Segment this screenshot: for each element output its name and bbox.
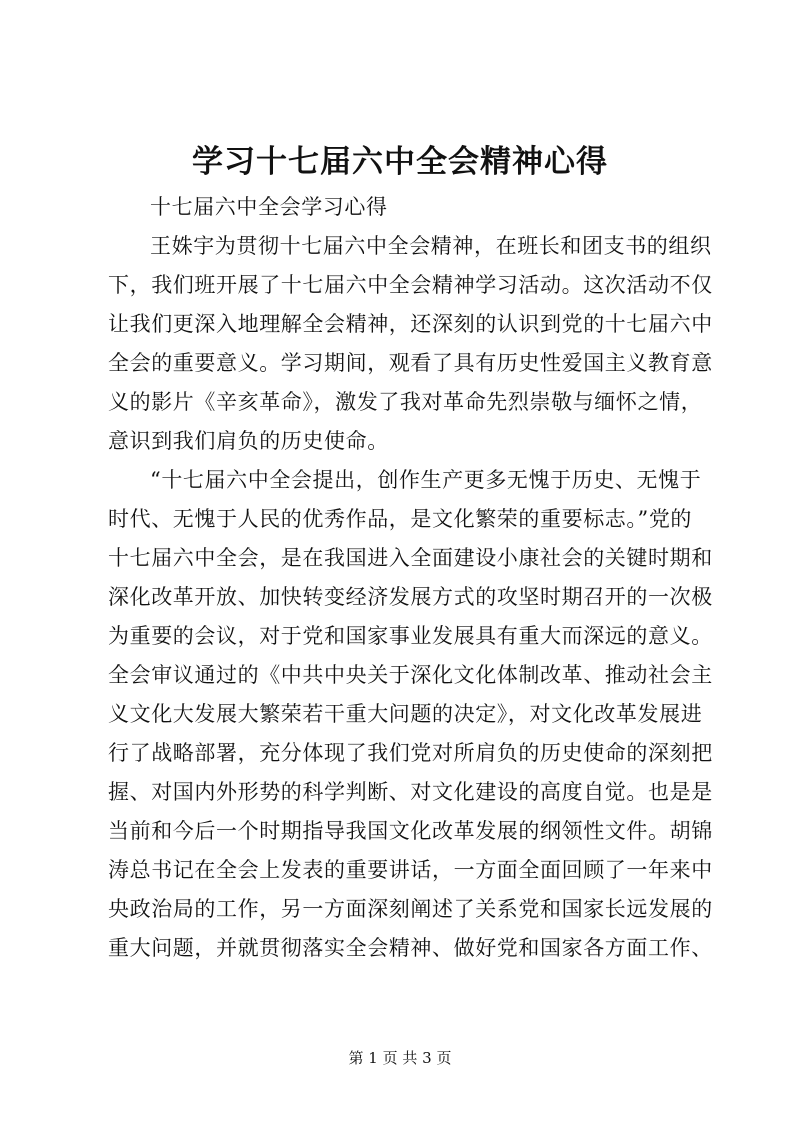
text-line: 全会审议通过的《中共中央关于深化文化体制改革、推动社会主 xyxy=(108,663,713,687)
text-line: 时代、无愧于人民的优秀作品，是文化繁荣的重要标志。”党的 xyxy=(108,507,693,531)
text-line: 为重要的会议，对于党和国家事业发展具有重大而深远的意义。 xyxy=(108,624,713,648)
document-body xyxy=(108,188,713,968)
text-line: 涛总书记在全会上发表的重要讲话，一方面全面回顾了一年来中 xyxy=(108,858,713,882)
text-line: 让我们更深入地理解全会精神，还深刻的认识到党的十七届六中 xyxy=(108,312,713,336)
text-line: 义的影片《辛亥革命》，激发了我对革命先烈崇敬与缅怀之情， xyxy=(108,390,703,414)
text-line: 义文化大发展大繁荣若干重大问题的决定》，对文化改革发展进 xyxy=(108,702,703,726)
page-number-footer: 第 1 页 共 3 页 xyxy=(348,1049,452,1067)
text-line: 深化改革开放、加快转变经济发展方式的攻坚时期召开的一次极 xyxy=(108,585,713,609)
text-line: 意识到我们肩负的历史使命。 xyxy=(108,429,389,453)
text-line: 行了战略部署，充分体现了我们党对所肩负的历史使命的深刻把 xyxy=(108,741,713,765)
text-line: 重大问题，并就贯彻落实全会精神、做好党和国家各方面工作、 xyxy=(108,936,713,960)
section-subtitle: 十七届六中全会学习心得 xyxy=(150,195,388,219)
text-line: “十七届六中全会提出，创作生产更多无愧于历史、无愧于 xyxy=(150,468,702,492)
text-line: 当前和今后一个时期指导我国文化改革发展的纲领性文件。胡锦 xyxy=(108,819,713,843)
text-line: 握、对国内外形势的科学判断、对文化建设的高度自觉。也是是 xyxy=(108,780,713,804)
text-line: 下，我们班开展了十七届六中全会精神学习活动。这次活动不仅 xyxy=(108,273,713,297)
text-line: 王姝宇为贯彻十七届六中全会精神，在班长和团支书的组织 xyxy=(150,234,712,258)
text-line: 央政治局的工作，另一方面深刻阐述了关系党和国家长远发展的 xyxy=(108,897,713,921)
document-title: 学习十七届六中全会精神心得 xyxy=(192,144,608,180)
text-line: 十七届六中全会，是在我国进入全面建设小康社会的关键时期和 xyxy=(108,546,713,570)
text-line: 全会的重要意义。学习期间，观看了具有历史性爱国主义教育意 xyxy=(108,351,713,375)
